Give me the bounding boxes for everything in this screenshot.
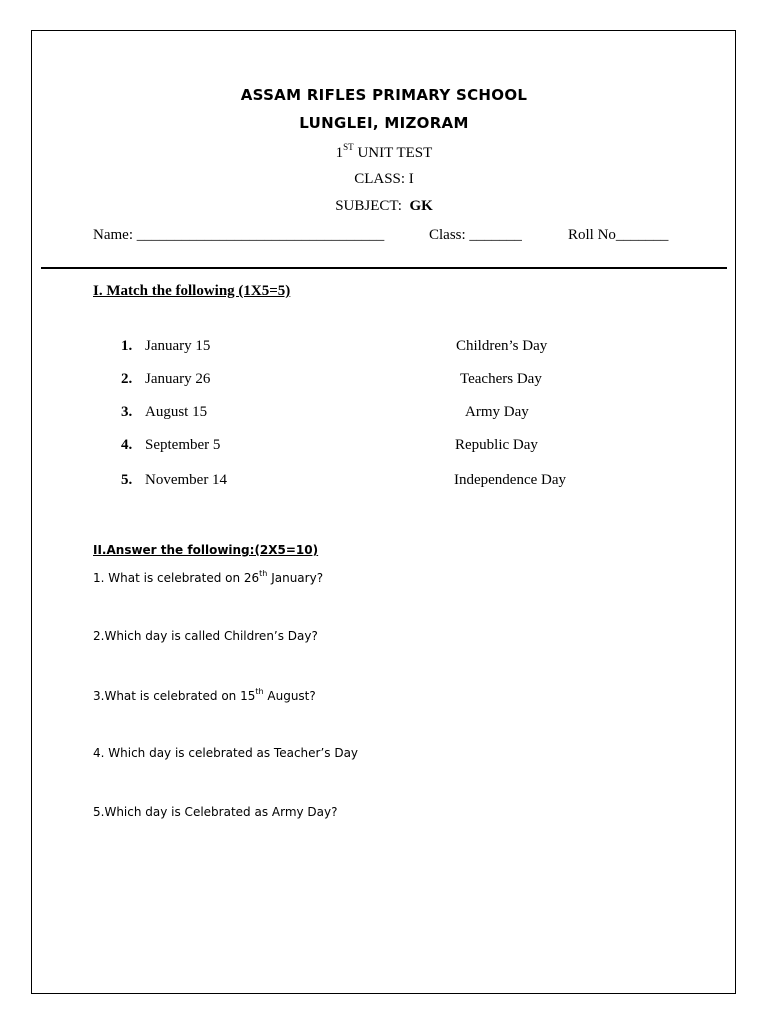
match-left-item: January 15 [145,338,211,354]
match-right-item: Teachers Day [460,371,542,387]
question-5: 5.Which day is Celebrated as Army Day? [93,805,338,819]
test-superscript: ST [343,142,354,152]
match-right-item: Independence Day [454,472,567,488]
school-location: LUNGLEI, MIZORAM [299,114,469,132]
name-field: Name: _________________________________ [93,227,385,243]
question-superscript: th [255,687,264,696]
question-text: August? [263,689,316,703]
section-2-title: II.Answer the following:(2X5=10) [93,543,319,557]
match-number: 4. [121,437,133,453]
school-name: ASSAM RIFLES PRIMARY SCHOOL [240,86,528,104]
question-text: January? [267,571,324,585]
match-left-item: September 5 [145,437,221,453]
divider-line [41,267,727,269]
question-3 [93,688,316,703]
match-number: 2. [121,371,133,387]
test-label: UNIT TEST [357,145,433,161]
question-4: 4. Which day is celebrated as Teacher’s Day [93,746,359,760]
match-left-item: August 15 [145,404,208,420]
subject-value: GK [409,198,433,214]
question-text: 1. What is celebrated on 26 [93,571,260,585]
subject-label: SUBJECT: [335,198,402,214]
question-text: 3.What is celebrated on 15 [93,689,256,703]
match-left-item: January 26 [145,371,211,387]
class-line: CLASS: I [354,171,414,187]
question-1 [93,570,323,585]
match-right-item: Army Day [465,404,529,420]
match-number: 1. [121,338,133,354]
subject-line [0,198,768,215]
match-right-item: Children’s Day [456,338,548,354]
class-field: Class: _______ [429,227,522,243]
test-title [0,143,768,162]
section-1-title: I. Match the following (1X5=5) [93,283,291,299]
question-2: 2.Which day is called Children’s Day? [93,629,318,643]
match-right-item: Republic Day [455,437,538,453]
match-number: 3. [121,404,133,420]
match-left-item: November 14 [145,472,228,488]
question-superscript: th [259,569,268,578]
match-number: 5. [121,472,133,488]
roll-no-field: Roll No_______ [568,227,669,243]
test-number: 1 [335,145,344,161]
